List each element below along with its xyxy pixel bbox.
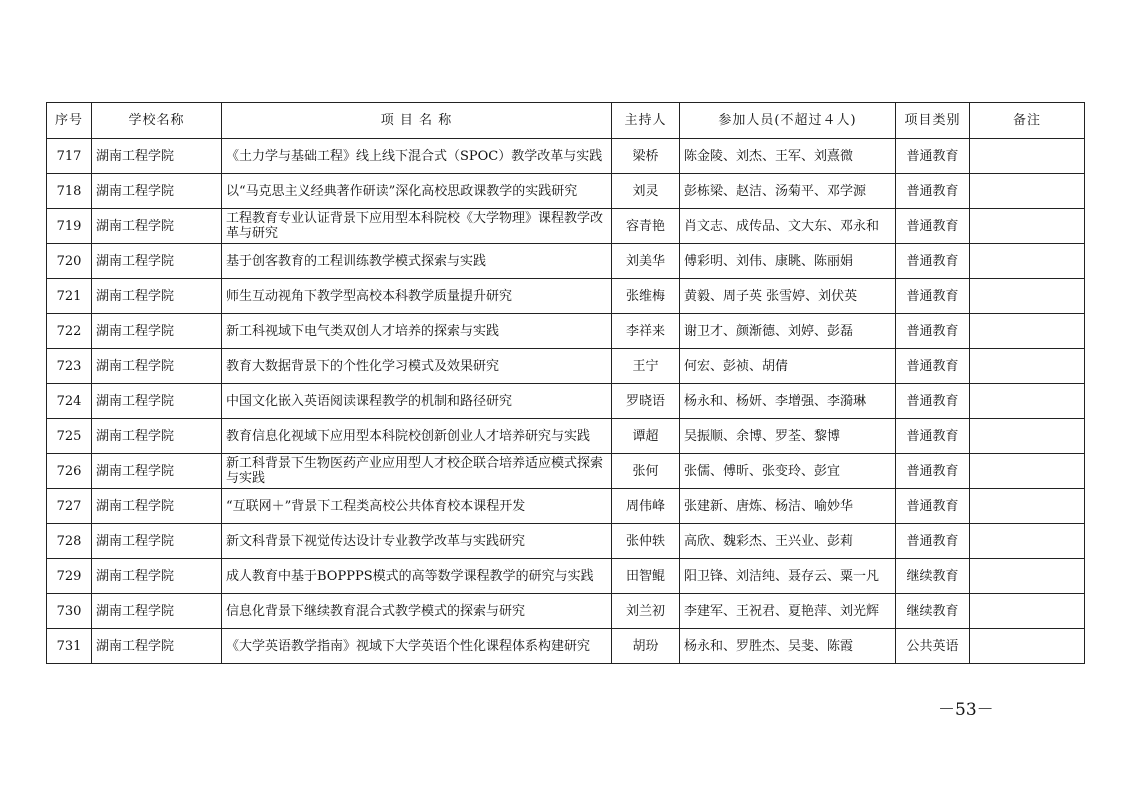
cell-category: 普通教育 bbox=[896, 279, 970, 314]
cell-remark bbox=[970, 174, 1085, 209]
cell-category: 普通教育 bbox=[896, 384, 970, 419]
cell-no: 724 bbox=[47, 384, 92, 419]
cell-no: 725 bbox=[47, 419, 92, 454]
cell-school: 湖南工程学院 bbox=[92, 524, 222, 559]
cell-no: 727 bbox=[47, 489, 92, 524]
cell-members: 杨永和、杨妍、李增强、李漪琳 bbox=[680, 384, 896, 419]
cell-host: 胡玢 bbox=[612, 629, 680, 664]
cell-category: 普通教育 bbox=[896, 174, 970, 209]
cell-no: 723 bbox=[47, 349, 92, 384]
cell-no: 730 bbox=[47, 594, 92, 629]
cell-school: 湖南工程学院 bbox=[92, 244, 222, 279]
cell-members: 黄毅、周子英 张雪婷、刘伏英 bbox=[680, 279, 896, 314]
cell-school: 湖南工程学院 bbox=[92, 174, 222, 209]
table-row bbox=[47, 454, 1085, 489]
cell-project: 师生互动视角下教学型高校本科教学质量提升研究 bbox=[222, 279, 612, 314]
cell-school: 湖南工程学院 bbox=[92, 629, 222, 664]
cell-no: 728 bbox=[47, 524, 92, 559]
cell-school: 湖南工程学院 bbox=[92, 314, 222, 349]
cell-project: 中国文化嵌入英语阅读课程教学的机制和路径研究 bbox=[222, 384, 612, 419]
cell-host: 李祥来 bbox=[612, 314, 680, 349]
project-table bbox=[46, 102, 1085, 664]
cell-category: 普通教育 bbox=[896, 454, 970, 489]
cell-host: 张何 bbox=[612, 454, 680, 489]
cell-host: 刘兰初 bbox=[612, 594, 680, 629]
cell-project: 工程教育专业认证背景下应用型本科院校《大学物理》课程教学改革与研究 bbox=[222, 209, 612, 244]
table-row bbox=[47, 524, 1085, 559]
cell-remark bbox=[970, 139, 1085, 174]
cell-host: 刘美华 bbox=[612, 244, 680, 279]
cell-remark bbox=[970, 349, 1085, 384]
cell-host: 田智鲲 bbox=[612, 559, 680, 594]
table-row bbox=[47, 594, 1085, 629]
cell-host: 王宁 bbox=[612, 349, 680, 384]
header-host: 主持人 bbox=[612, 103, 680, 139]
cell-category: 普通教育 bbox=[896, 209, 970, 244]
cell-remark bbox=[970, 244, 1085, 279]
cell-project: 新工科视域下电气类双创人才培养的探索与实践 bbox=[222, 314, 612, 349]
cell-project: 教育信息化视域下应用型本科院校创新创业人才培养研究与实践 bbox=[222, 419, 612, 454]
cell-remark bbox=[970, 489, 1085, 524]
cell-project: 《大学英语教学指南》视域下大学英语个性化课程体系构建研究 bbox=[222, 629, 612, 664]
table-header-row bbox=[47, 103, 1085, 139]
cell-no: 722 bbox=[47, 314, 92, 349]
cell-school: 湖南工程学院 bbox=[92, 279, 222, 314]
cell-members: 杨永和、罗胜杰、吴斐、陈霞 bbox=[680, 629, 896, 664]
cell-school: 湖南工程学院 bbox=[92, 454, 222, 489]
cell-no: 717 bbox=[47, 139, 92, 174]
cell-no: 719 bbox=[47, 209, 92, 244]
cell-project: 新工科背景下生物医药产业应用型人才校企联合培养适应模式探索与实践 bbox=[222, 454, 612, 489]
cell-members: 肖文志、成传品、文大东、邓永和 bbox=[680, 209, 896, 244]
cell-members: 张建新、唐炼、杨洁、喻妙华 bbox=[680, 489, 896, 524]
cell-no: 721 bbox=[47, 279, 92, 314]
cell-project: 成人教育中基于BOPPPS模式的高等数学课程教学的研究与实践 bbox=[222, 559, 612, 594]
cell-host: 周伟峰 bbox=[612, 489, 680, 524]
cell-remark bbox=[970, 629, 1085, 664]
cell-host: 容青艳 bbox=[612, 209, 680, 244]
table-row bbox=[47, 419, 1085, 454]
cell-members: 陈金陵、刘杰、王军、刘熹微 bbox=[680, 139, 896, 174]
cell-school: 湖南工程学院 bbox=[92, 209, 222, 244]
cell-host: 张维梅 bbox=[612, 279, 680, 314]
cell-school: 湖南工程学院 bbox=[92, 419, 222, 454]
cell-project: 信息化背景下继续教育混合式教学模式的探索与研究 bbox=[222, 594, 612, 629]
table-row bbox=[47, 174, 1085, 209]
cell-school: 湖南工程学院 bbox=[92, 489, 222, 524]
cell-project: 以“马克思主义经典著作研读”深化高校思政课教学的实践研究 bbox=[222, 174, 612, 209]
cell-category: 公共英语 bbox=[896, 629, 970, 664]
table-row bbox=[47, 559, 1085, 594]
header-remark: 备注 bbox=[970, 103, 1085, 139]
cell-members: 高欣、魏彩杰、王兴业、彭莉 bbox=[680, 524, 896, 559]
cell-school: 湖南工程学院 bbox=[92, 384, 222, 419]
page-number: －53－ bbox=[938, 700, 994, 720]
table-row bbox=[47, 629, 1085, 664]
cell-category: 普通教育 bbox=[896, 139, 970, 174]
cell-members: 张儒、傅昕、张变玲、彭宜 bbox=[680, 454, 896, 489]
cell-members: 吴振顺、余博、罗荃、黎博 bbox=[680, 419, 896, 454]
cell-remark bbox=[970, 384, 1085, 419]
cell-school: 湖南工程学院 bbox=[92, 594, 222, 629]
cell-members: 谢卫才、颜渐德、刘婷、彭磊 bbox=[680, 314, 896, 349]
cell-members: 李建军、王祝君、夏艳萍、刘光辉 bbox=[680, 594, 896, 629]
table-row bbox=[47, 244, 1085, 279]
table-row bbox=[47, 384, 1085, 419]
header-members: 参加人员(不超过４人) bbox=[680, 103, 896, 139]
table-row bbox=[47, 139, 1085, 174]
cell-no: 729 bbox=[47, 559, 92, 594]
cell-category: 继续教育 bbox=[896, 594, 970, 629]
cell-remark bbox=[970, 454, 1085, 489]
cell-project: “互联网＋”背景下工程类高校公共体育校本课程开发 bbox=[222, 489, 612, 524]
table-row bbox=[47, 279, 1085, 314]
cell-school: 湖南工程学院 bbox=[92, 349, 222, 384]
table-row bbox=[47, 489, 1085, 524]
header-category: 项目类别 bbox=[896, 103, 970, 139]
cell-remark bbox=[970, 314, 1085, 349]
table-row bbox=[47, 314, 1085, 349]
cell-host: 谭超 bbox=[612, 419, 680, 454]
cell-school: 湖南工程学院 bbox=[92, 139, 222, 174]
cell-members: 彭栋梁、赵洁、汤菊平、邓学源 bbox=[680, 174, 896, 209]
cell-project: 基于创客教育的工程训练教学模式探索与实践 bbox=[222, 244, 612, 279]
table-row bbox=[47, 209, 1085, 244]
cell-category: 普通教育 bbox=[896, 314, 970, 349]
cell-project: 新文科背景下视觉传达设计专业教学改革与实践研究 bbox=[222, 524, 612, 559]
cell-host: 罗晓语 bbox=[612, 384, 680, 419]
cell-remark bbox=[970, 524, 1085, 559]
cell-no: 720 bbox=[47, 244, 92, 279]
cell-remark bbox=[970, 559, 1085, 594]
cell-no: 726 bbox=[47, 454, 92, 489]
cell-remark bbox=[970, 594, 1085, 629]
cell-school: 湖南工程学院 bbox=[92, 559, 222, 594]
cell-host: 刘灵 bbox=[612, 174, 680, 209]
cell-members: 阳卫锋、刘洁纯、聂存云、粟一凡 bbox=[680, 559, 896, 594]
cell-remark bbox=[970, 209, 1085, 244]
cell-host: 梁桥 bbox=[612, 139, 680, 174]
cell-category: 普通教育 bbox=[896, 524, 970, 559]
cell-remark bbox=[970, 279, 1085, 314]
header-school: 学校名称 bbox=[92, 103, 222, 139]
cell-category: 普通教育 bbox=[896, 419, 970, 454]
cell-category: 继续教育 bbox=[896, 559, 970, 594]
cell-category: 普通教育 bbox=[896, 489, 970, 524]
cell-members: 何宏、彭祯、胡倩 bbox=[680, 349, 896, 384]
cell-category: 普通教育 bbox=[896, 244, 970, 279]
table-row bbox=[47, 349, 1085, 384]
cell-remark bbox=[970, 419, 1085, 454]
cell-no: 718 bbox=[47, 174, 92, 209]
cell-project: 教育大数据背景下的个性化学习模式及效果研究 bbox=[222, 349, 612, 384]
header-no: 序号 bbox=[47, 103, 92, 139]
header-project: 项 目 名 称 bbox=[222, 103, 612, 139]
cell-no: 731 bbox=[47, 629, 92, 664]
cell-members: 傅彩明、刘伟、康眺、陈丽娟 bbox=[680, 244, 896, 279]
cell-category: 普通教育 bbox=[896, 349, 970, 384]
cell-host: 张仲轶 bbox=[612, 524, 680, 559]
cell-project: 《土力学与基础工程》线上线下混合式（SPOC）教学改革与实践 bbox=[222, 139, 612, 174]
